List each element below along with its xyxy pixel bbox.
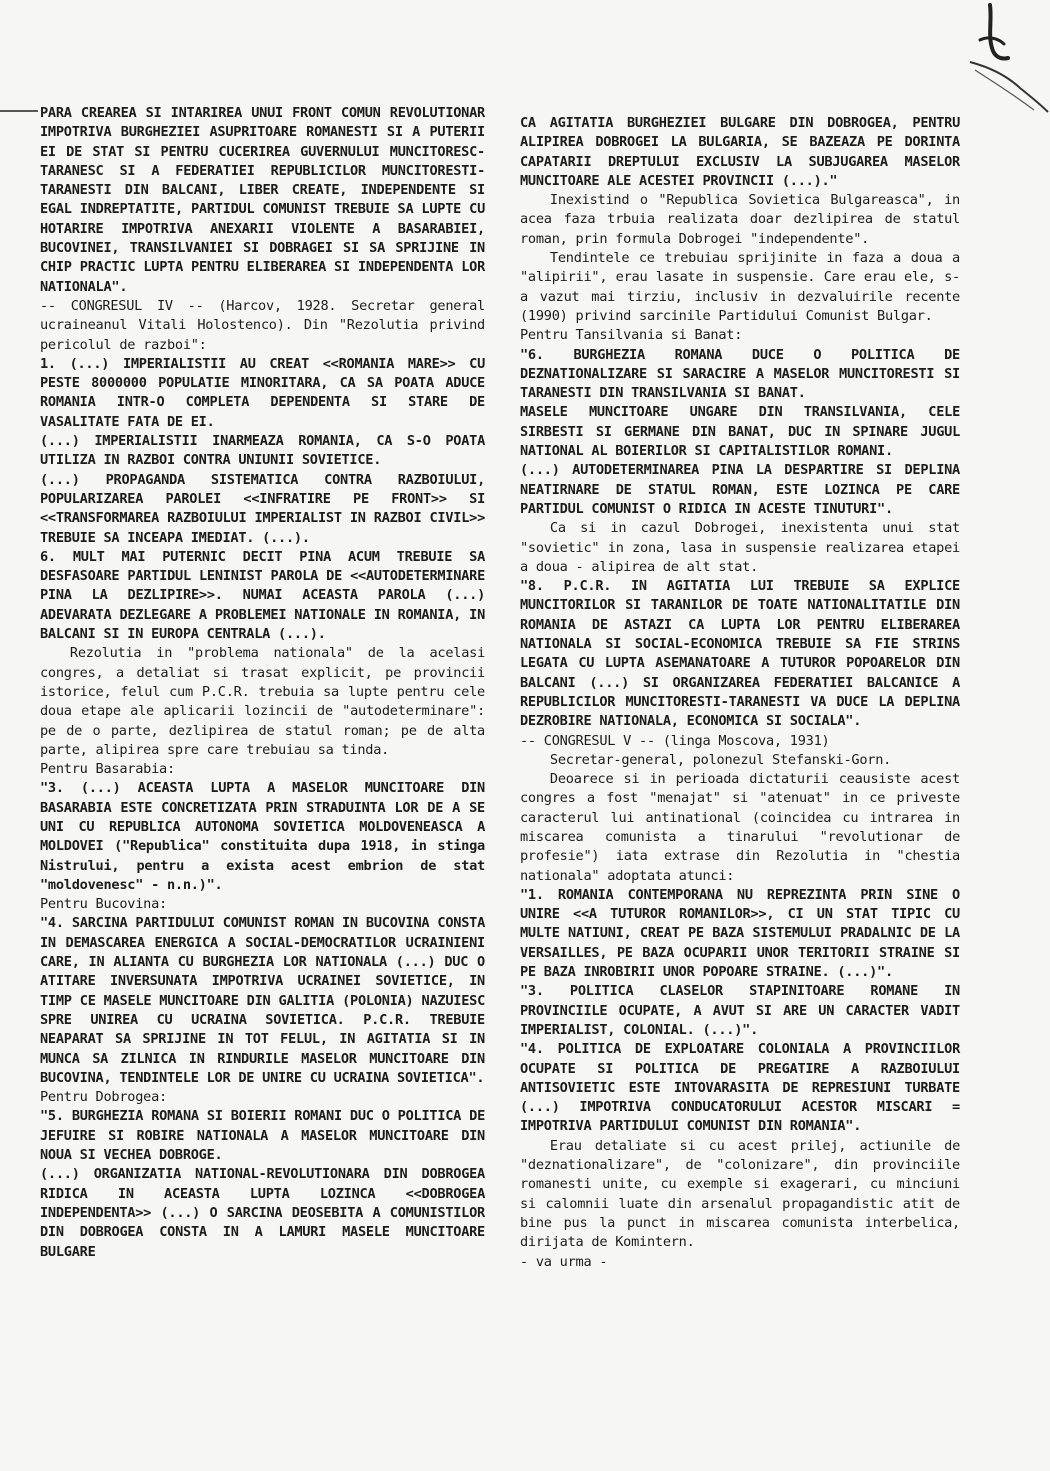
paragraph: (...) IMPERIALISTII INARMEAZA ROMANIA, CA S-O POATA UTILIZA IN RAZBOI CONTRA UNIUNII SOVIETICE. xyxy=(40,433,493,469)
paragraph: 1. (...) IMPERIALISTII AU CREAT <<ROMANIA MARE>> CU PESTE 8000000 POPULATIE MINORITARA, CA SA POATA ADUCE ROMANIA INTR-O COMPLETA DEPENDENTA SI STARE DE VASALITATE FATA DE EI. xyxy=(40,355,493,430)
paragraph: (...) PROPAGANDA SISTEMATICA CONTRA RAZBOIULUI, POPULARIZAREA PAROLEI <<INFRATIRE PE FRONT>> SI <<TRANSFORMAREA RAZBOIULUI IMPERIALIST IN RAZBOI CIVIL>> TREBUIE SA INCEAPA IMEDIAT. (...). xyxy=(40,471,493,546)
paragraph: Pentru Bucovina: xyxy=(40,896,167,913)
paragraph: "6. BURGHEZIA ROMANA DUCE O POLITICA DE DEZNATIONALIZARE SI SARACIRE A MASELOR MUNCITORESTI SI TARANESTI DIN TRANSILVANIA SI BANAT. xyxy=(520,346,968,402)
paragraph: MASELE MUNCITOARE UNGARE DIN TRANSILVANIA, CELE SIRBESTI SI GERMANE DIN BANAT, DUC IN SPINARE JUGUL NATIONAL AL BOIERILOR SI CAPITALISTILOR ROMANI. xyxy=(520,404,968,460)
paragraph: (...) AUTODETERMINAREA PINA LA DESPARTIRE SI DEPLINA NEATIRNARE DE STATUL ROMAN, ESTE LOZINCA PE CARE PARTIDUL COMUNIST O RIDICA IN ACESTE TINUTURI". xyxy=(520,462,968,517)
paragraph: "1. ROMANIA CONTEMPORANA NU REPREZINTA PRIN SINE O UNIRE <<A TUTUROR ROMANILOR>>, CI UN STAT TIPIC CU MULTE NATIUNI, CREAT PE BAZA SISTEMULUI PRADALNIC DE LA VERSAILLES, PE BAZA OCUPARII UNOR TERITORII STRAINE SI PE BAZA INROBIRII UNOR POPOARE STRAINE. (...)". xyxy=(520,886,968,981)
paragraph: Pentru Tansilvania si Banat: xyxy=(520,327,743,344)
paragraph: Ca si in cazul Dobrogei, inexistenta unui stat "sovietic" in zona, lasa in suspensie realizarea etapei a doua - alipirea de alt stat. xyxy=(520,520,968,575)
paragraph: "5. BURGHEZIA ROMANA SI BOIERII ROMANI DUC O POLITICA DE JEFUIRE SI ROBIRE NATIONALA A MASELOR MUNCITOARE DIN NOUA SI VECHEA DOBROGE. xyxy=(40,1108,493,1164)
left-column xyxy=(40,104,493,1262)
paragraph: "4. SARCINA PARTIDULUI COMUNIST ROMAN IN BUCOVINA CONSTA IN DEMASCAREA ENERGICA A SOCIAL-DEMOCRATILOR UCRAINIENI CARE, IN ALIANTA CU BURGHEZIA LOR NATIONALA (...) DUC O ATITARE INVERSUNATA IMPOTRIVA UCRAINEI SOVIETICE, IN TIMP CE MASELE MUNCITOARE DIN GALITIA (POLONIA) NAZUIESC SPRE UNIREA CU UCRAINA SOVIETICA. P.C.R. TREBUIE NEAPARAT SA SPRIJINE IN TOT FELUL, IN AGITATIA SI IN MUNCA SA ZILNICA IN RINDURILE MASELOR MUNCITOARE DIN BUCOVINA, TENDINTELE LOR DE UNIRE CU UCRAINA SOVIETICA". xyxy=(40,915,493,1086)
paragraph: Inexistind o "Republica Sovietica Bulgareasca", in acea faza trbuia realizata doar dezlipirea de statul roman, prin formula Dobrogei "independente". xyxy=(520,192,968,247)
paragraph: -- CONGRESUL V -- (linga Moscova, 1931) xyxy=(520,732,830,749)
handwritten-mark xyxy=(930,0,1050,130)
paragraph: Deoarece si in perioada dictaturii ceausiste acest congres a fost "menajat" si "atenuat" in ce priveste caracterul lui antinational (coincidea cu intrarea in miscarea comunista a tinarului "revolutionar de profesie") iata extrase din Rezolutia in "chestia nationala" adoptata atunci: xyxy=(520,771,968,884)
paragraph: (...) ORGANIZATIA NATIONAL-REVOLUTIONARA DIN DOBROGEA RIDICA IN ACEASTA LUPTA LOZINCA <<DOBROGEA INDEPENDENTA>> (...) O SARCINA DEOSEBITA A COMUNISTILOR DIN DOBROGEA CONSTA IN A LAMURI MASELE MUNCITOARE BULGARE xyxy=(40,1166,493,1260)
paragraph: "8. P.C.R. IN AGITATIA LUI TREBUIE SA EXPLICE MUNCITORILOR SI TARANILOR DE TOATE NATIONALITATILE DIN ROMANIA DE ASTAZI CA LUPTA LOR PENTRU ELIBERAREA NATIONALA SI SOCIAL-ECONOMICA TREBUIE SA FIE STRINS LEGATA CU LUPTA ASEMANATOARE A TUTUROR POPOARELOR DIN BALCANI (...) SI ORGANIZAREA FEDERATIEI BALCANICE A REPUBLICILOR MUNCITORESTI-TARANESTI VA DUCE LA DEPLINA DEZROBIRE NATIONALA, ECONOMICA SI SOCIALA". xyxy=(520,578,968,730)
paragraph: "3. (...) ACEASTA LUPTA A MASELOR MUNCITOARE DIN BASARABIA ESTE CONCRETIZATA PRIN STRADUINTA LOR DE A SE UNI CU REPUBLICA AUTONOMA SOVIETICA MOLDOVENEASCA A MOLDOVEI ("Republica" constituita dupa 1918, in stinga Nistrului, pentru a exista acest embrion de stat "moldovenesc" - n.n.)". xyxy=(40,780,493,893)
paragraph: Erau detaliate si cu acest prilej, actiunile de "deznationalizare", de "colonizare", din provinciile romanesti unite, cu exemple si exagerari, cu minciuni si calomnii luate din arsenalul propagandistic atit de bine pus la punct in miscarea comunista interbelica, dirijata de Komintern. xyxy=(520,1137,968,1251)
paragraph: "3. POLITICA CLASELOR STAPINITOARE ROMANE IN PROVINCIILE OCUPATE, A AVUT SI ARE UN CARACTER VADIT IMPERIALIST, COLONIAL. (...)". xyxy=(520,983,968,1038)
right-column xyxy=(520,114,968,1272)
paragraph: 6. MULT MAI PUTERNIC DECIT PINA ACUM TREBUIE SA DESFASOARE PARTIDUL LENINIST PAROLA DE <<AUTODETERMINARE PINA LA DEZLIPIRE>>. NUMAI ACEASTA PAROLA (...) ADEVARATA DEZLEGARE A PROBLEMEI NATIONALE IN ROMANIA, IN BALCANI SI IN EUROPA CENTRALA (...). xyxy=(40,548,493,643)
paragraph: PARA CREAREA SI INTARIREA UNUI FRONT COMUN REVOLUTIONAR IMPOTRIVA BURGHEZIEI ASUPRITOARE ROMANESTI SI A PUTERII EI DE STAT SI PENTRU CUCERIREA GUVERNULUI MUNCITORESC-TARANESC SI A FEDERATIEI REPUBLICILOR MUNCITORESTI-TARANESTI DIN BALCANI, LIBER CREATE, INDEPENDENTE SI EGAL INDREPTATITE, PARTIDUL COMUNIST TREBUIE SA LUPTE CU HOTARIRE IMPOTRIVA ANEXARII VIOLENTE A BASARABIEI, BUCOVINEI, TRANSILVANIEI SI DOBRAGEI SI SA SPRIJINE IN CHIP PRACTIC LUPTA PENTRU ELIBERAREA SI INDEPENDENTA LOR NATIONALA". xyxy=(40,105,493,295)
paragraph: Rezolutia in "problema nationala" de la acelasi congres, a detaliat si trasat explicit, pe provincii istorice, felul cum P.C.R. trebuia sa lupte pentru cele doua etape ale aplicarii lozincii de "autodeterminare": pe de o parte, dezlipirea de statul roman; pe de alta parte, alipirea spre care trebuiau sa tinda. xyxy=(40,645,493,758)
paragraph: "4. POLITICA DE EXPLOATARE COLONIALA A PROVINCIILOR OCUPATE SI POLITICA DE PREGATIRE A RAZBOIULUI ANTISOVIETIC ESTE INTOVARASITA DE REPRESIUNI TURBATE (...) IMPOTRIVA CONDUCATORULUI ACESTOR MISCARI = IMPOTRIVA PARTIDULUI COMUNIST DIN ROMANIA". xyxy=(520,1041,968,1135)
paragraph: CA AGITATIA BURGHEZIEI BULGARE DIN DOBROGEA, PENTRU ALIPIREA DOBROGEI LA BULGARIA, SE BAZEAZA PE DORINTA CAPATARII DREPTULUI EXCLUSIV LA SUBJUGAREA MASELOR MUNCITOARE ALE ACESTEI PROVINCII (...)." xyxy=(520,115,968,189)
paragraph: -- CONGRESUL IV -- (Harcov, 1928. Secretar general ucraineanul Vitali Holostenco). Din "Rezolutia privind pericolul de razboi": xyxy=(40,297,493,353)
paragraph: - va urma - xyxy=(520,1253,608,1270)
margin-mark xyxy=(0,108,40,114)
paragraph: Tendintele ce trebuiau sprijinite in faza a doua a "alipirii", erau lasate in suspensie. Care erau ele, s-a vazut mai tirziu, inclusiv in dezvaluirile recente (1990) privind sarcinile Partidului Comunist Bulgar. xyxy=(520,250,968,324)
paragraph: Pentru Dobrogea: xyxy=(40,1089,167,1106)
paragraph: Pentru Basarabia: xyxy=(40,761,175,778)
paragraph: Secretar-general, polonezul Stefanski-Gorn. xyxy=(549,751,892,768)
